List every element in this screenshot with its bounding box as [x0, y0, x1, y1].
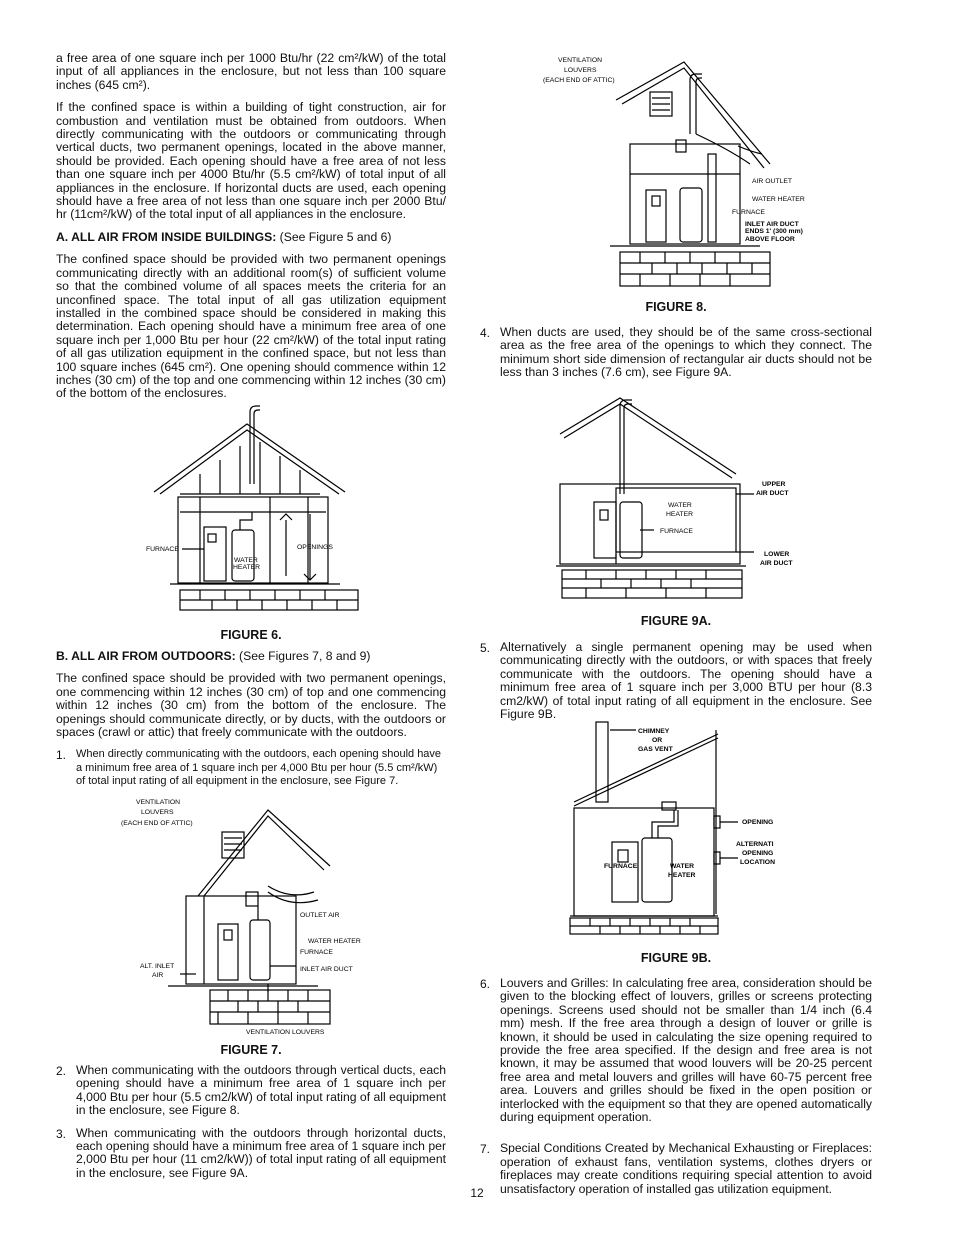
fig9a-label-furnace: FURNACE [660, 528, 693, 535]
section-a-ref: (See Figure 5 and 6) [276, 229, 392, 244]
fig9b-label-heater: HEATER [668, 872, 696, 879]
figure-6-caption: FIGURE 6. [220, 628, 282, 642]
section-b-ref: (See Figures 7, 8 and 9) [235, 649, 371, 663]
fig7-label-outlet-air: OUTLET AIR [300, 912, 340, 919]
fig7-label-inlet-air-duct: INLET AIR DUCT [300, 966, 353, 973]
section-a-heading [56, 231, 446, 244]
list-item-3-number: 3. [56, 1126, 67, 1141]
fig9b-label-water: WATER [670, 863, 695, 870]
fig9a-label-lower: LOWER [764, 551, 790, 558]
section-b-heading [56, 650, 446, 663]
fig6-label-furnace: FURNACE [146, 546, 179, 553]
fig9a-label-upper: UPPER [762, 481, 786, 488]
fig7-label-air: AIR [152, 972, 164, 979]
left-column-bottom [56, 1064, 446, 1180]
list-item-2-text: When communicating with the outdoors through vertical ducts, each opening should have a minimum free area of 1 square inch per 4,000 Btu per hour (5.5 cm2/kW) of total input rating of all equipment in the enclosure, see Figure 8. [76, 1063, 446, 1118]
fig8-label-ends: ENDS 1' (300 mm) [745, 228, 803, 235]
fig6-label-heater: HEATER [233, 564, 261, 571]
list-item-1 [56, 748, 446, 788]
right-column-bottom [480, 977, 872, 1196]
fig6-label-openings: OPENINGS [297, 544, 333, 551]
list-item-2 [56, 1064, 446, 1118]
fig8-label-air-outlet: AIR OUTLET [752, 178, 793, 185]
list-item-6-number: 6. [480, 977, 491, 991]
fig8-label-furnace: FURNACE [732, 209, 765, 216]
list-item-4 [480, 326, 872, 380]
fig9a-label-upper-air-duct: AIR DUCT [756, 490, 789, 497]
fig9a-label-lower-air-duct: AIR DUCT [760, 560, 793, 567]
fig7-label-ventilation-louvers: VENTILATION LOUVERS [246, 1029, 325, 1036]
fig7-label-ventilation: VENTILATION [136, 799, 181, 806]
list-item-1-text: When directly communicating with the outdoors, each opening should have a minimum free area of 1 square inch per 4,000 Btu per hour (5.5 cm²/kW) of total input rating of all equipment in the enclosure, see Figure 7. [76, 748, 442, 787]
fig7-label-louvers: LOUVERS [141, 809, 174, 816]
figure-9b-caption: FIGURE 9B. [640, 951, 712, 965]
list-item-2-number: 2. [56, 1064, 67, 1078]
fig8-label-inlet-air-duct: INLET AIR DUCT [745, 221, 799, 228]
fig9a-label-heater: HEATER [666, 511, 694, 518]
fig9b-label-location: LOCATION [740, 859, 775, 866]
list-item-4-text: When ducts are used, they should be of the same cross-sectional area as the free area of the openings to which they connect. The minimum short side dimension of rectangular air ducts should not be less than 3 inches (7.6 cm), see Figure 9A. [500, 325, 872, 380]
figure-9a-caption: FIGURE 9A. [640, 614, 712, 628]
section-a-title: A. ALL AIR FROM INSIDE BUILDINGS: [56, 229, 277, 244]
section-b-title: B. ALL AIR FROM OUTDOORS: [56, 649, 236, 663]
figure-9b-diagram [566, 718, 796, 938]
paragraph-tight-construction: If the confined space is within a building of tight construction, air for combustion and ventilation must be obtained from outdoors. When directly communicating with the outdoors or communicating through vertical ducts, two permanent openings, located in the above manner, should be provided. Each opening should have a free area of not less than one square inch per 4000 Btu/hr (5.5 cm²/kW) of total input of all appliances in the enclosure. If horizontal ducts are used, each opening should have a free area of not less than one square inch per 2000 Btu/ hr (11cm²/kW) of the total input of all appliances in the enclosure. [56, 100, 446, 222]
fig8-label-louvers: LOUVERS [564, 67, 597, 74]
right-column-item5 [480, 641, 872, 721]
fig9b-label-or: OR [652, 737, 663, 744]
fig9b-label-furnace: FURNACE [604, 863, 638, 870]
paragraph-free-area: a free area of one square inch per 1000 Btu/hr (22 cm²/kW) of the total input of all appliances in the enclosure, but not less than 100 square inches (645 cm²). [56, 51, 446, 92]
fig8-label-ventilation: VENTILATION [558, 57, 603, 64]
fig7-label-each-end: (EACH END OF ATTIC) [121, 820, 193, 827]
left-column-lower [56, 650, 446, 788]
fig9b-label-opening: OPENING [742, 819, 774, 826]
left-column [56, 52, 446, 401]
figure-8-diagram [540, 54, 830, 292]
list-item-3 [56, 1127, 446, 1181]
fig8-label-water-heater: WATER HEATER [752, 196, 805, 203]
list-item-6 [480, 977, 872, 1124]
paragraph-section-b: The confined space should be provided with two permanent openings, one commencing within 12 inches (30 cm) of top and one commencing within 12 inches (30 cm) from the bottom of the enclosure. The openings should communicate directly, or by ducts, with the outdoors or spaces (crawl or attic) that freely communicate with the outdoors. [56, 671, 446, 740]
list-item-3-text: When communicating with the outdoors through horizontal ducts, each opening should have a minimum free area of 1 square inch per 2,000 Btu per hour (11 cm2/kW)) of total input rating of all equipment in the enclosure, see Figure 9A. [76, 1125, 446, 1180]
list-item-5 [480, 641, 872, 721]
fig9a-label-water: WATER [668, 502, 692, 509]
fig9b-label-gas-vent: GAS VENT [638, 746, 673, 753]
list-item-7-number: 7. [480, 1142, 491, 1157]
figure-7-caption: FIGURE 7. [220, 1043, 282, 1057]
fig6-label-water: WATER [234, 557, 258, 564]
fig7-label-water-heater: WATER HEATER [308, 938, 361, 945]
fig9b-label-alt-opening: OPENING [742, 850, 774, 857]
paragraph-section-a: The confined space should be provided with two permanent openings communicating directly with an additional room(s) of sufficient volume so that the combined volume of all spaces meets the criteria for an unconfined space. The total input of all gas utilization equipment installed in the combined space should be considered in making this determination. Each opening should have a minimum free area of one square inch per 1,000 Btu per hour (22 cm²/kW) of the total input rating of all gas utilization equipment in the confined space, but not less than 100 square inches (645 cm²). One opening should commence within 12 inches (30 cm) of the top and one commencing within 12 inches (30 cm) of the bottom of the enclosures. [56, 252, 446, 401]
fig9b-label-chimney: CHIMNEY [638, 728, 670, 735]
fig9b-label-alternate: ALTERNATI [736, 841, 774, 848]
figure-8-caption: FIGURE 8. [645, 300, 707, 314]
list-item-4-number: 4. [480, 326, 491, 340]
list-item-5-text: Alternatively a single permanent opening may be used when communicating directly with the outdoors, or with spaces that freely communicate with the outdoors. The opening should have a minimum free area of 1 square inch per 3,000 BTU per hour (8.3 cm2/kW) of total input rating of all equipment in the enclosure. See Figure 9B. [500, 640, 872, 722]
figure-7-diagram [118, 796, 368, 1042]
list-item-7-text: Special Conditions Created by Mechanical Exhausting or Fireplaces: operation of exhaust fans, ventilation systems, clothes dryers or fireplaces may create conditions requiring special attention to avoid unsatisfactory operation of installed gas utilization equipment. [500, 1141, 872, 1196]
fig7-label-furnace: FURNACE [300, 949, 333, 956]
figure-6-diagram [140, 402, 370, 616]
figure-9a-diagram [556, 394, 816, 604]
fig8-label-above-floor: ABOVE FLOOR [745, 236, 795, 243]
list-item-1-number: 1. [56, 748, 67, 763]
page-number: 12 [470, 1186, 484, 1200]
fig8-label-each-end: (EACH END OF ATTIC) [543, 77, 615, 84]
fig7-label-alt-inlet: ALT. INLET [140, 963, 175, 970]
right-column-item4 [480, 326, 872, 380]
list-item-6-text: Louvers and Grilles: In calculating free area, consideration should be given to the blocking effect of louvers, grilles or screens protecting openings. Screens used should not be smaller than 1/4 inch (6.4 mm) mesh. If the free area through a design of louver or grille is known, it should be used in calculating the size opening required to provide the free area specified. If the design and free area is not known, it may be assumed that wood louvers will be 20-25 percent free area and metal louvers and grilles will have 60-75 percent free area. Louvers and grilles should be fixed in the open position or interlocked with the equipment so that they are opened automatically during equipment operation. [500, 976, 872, 1125]
list-item-5-number: 5. [480, 641, 491, 655]
